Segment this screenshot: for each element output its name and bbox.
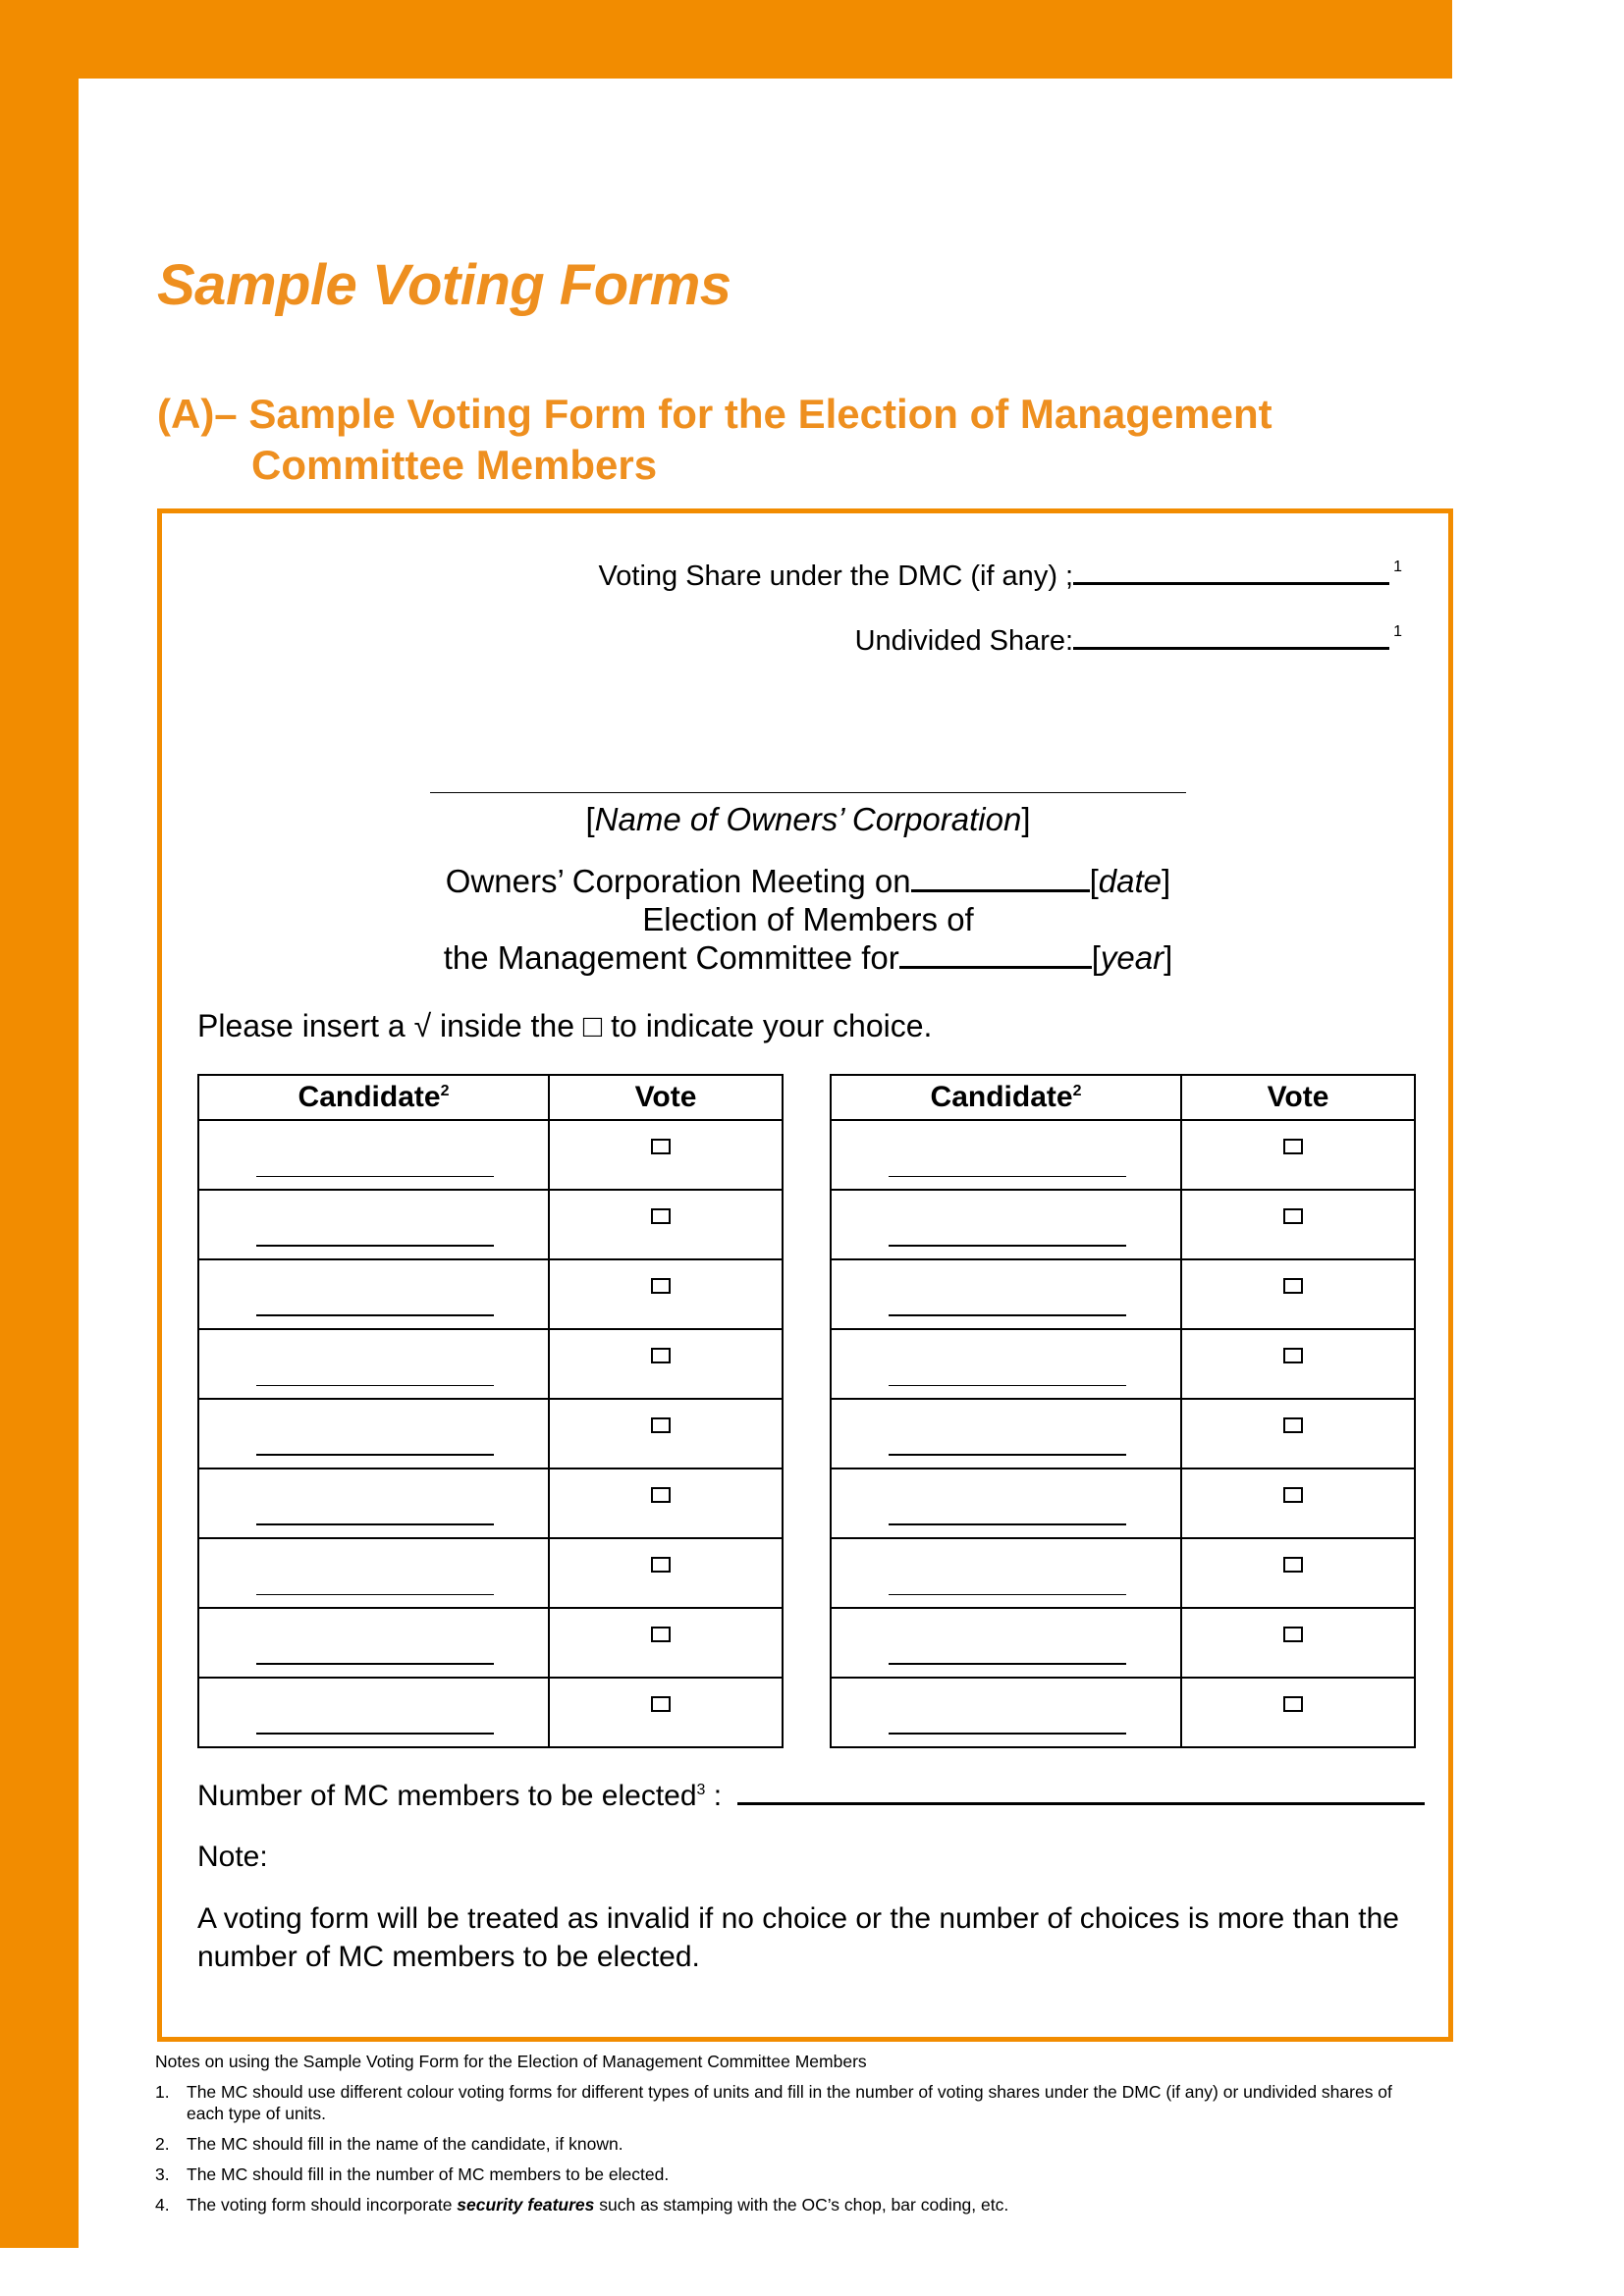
candidate-name-field[interactable]: [889, 1663, 1126, 1665]
vote-cell: [549, 1678, 783, 1747]
candidate-name-field[interactable]: [256, 1454, 494, 1456]
candidate-row: [831, 1538, 1415, 1608]
candidate-name-field[interactable]: [889, 1454, 1126, 1456]
candidate-name-field[interactable]: [889, 1176, 1126, 1177]
candidate-row: [831, 1608, 1415, 1678]
vote-cell: [1181, 1259, 1415, 1329]
note-label: Note:: [197, 1841, 268, 1873]
section-title-line-2: Committee Members: [251, 442, 658, 488]
vote-cell: [1181, 1399, 1415, 1468]
candidate-table-left: [197, 1074, 784, 1748]
candidate-cell: [198, 1329, 549, 1399]
candidate-name-field[interactable]: [256, 1594, 494, 1595]
candidate-cell: [831, 1399, 1181, 1468]
vote-checkbox[interactable]: [1283, 1278, 1303, 1294]
undivided-share-line: [855, 623, 1402, 658]
vote-checkbox[interactable]: [1283, 1348, 1303, 1363]
vote-checkbox[interactable]: [1283, 1487, 1303, 1503]
section-title-line-1: (A)– Sample Voting Form for the Election of Management: [157, 391, 1272, 437]
candidate-row: [198, 1399, 783, 1468]
candidate-name-field[interactable]: [889, 1594, 1126, 1595]
note-text: A voting form will be treated as invalid if no choice or the number of choices is more than the number of MC members to be elected.: [197, 1902, 1399, 1973]
candidate-cell: [198, 1538, 549, 1608]
candidate-name-field[interactable]: [889, 1314, 1126, 1316]
committee-line: the Management Committee for [year]: [443, 939, 1173, 976]
candidate-row: [831, 1259, 1415, 1329]
candidate-row: [198, 1120, 783, 1190]
candidate-row: [831, 1678, 1415, 1747]
candidate-row: [198, 1678, 783, 1747]
footnote-item: 2. The MC should fill in the name of the candidate, if known.: [155, 2134, 623, 2154]
vote-checkbox[interactable]: [651, 1417, 671, 1433]
footnotes: [155, 2051, 1432, 2224]
vote-cell: [549, 1608, 783, 1678]
candidate-cell: [831, 1538, 1181, 1608]
candidate-row: [198, 1190, 783, 1259]
page-title: Sample Voting Forms: [157, 253, 731, 317]
candidate-cell: [198, 1259, 549, 1329]
vote-checkbox[interactable]: [1283, 1627, 1303, 1642]
instruction-part-2: to indicate your choice.: [611, 1008, 933, 1043]
mc-members-label: Number of MC members to be elected: [197, 1780, 697, 1812]
vote-cell: [549, 1538, 783, 1608]
voting-share-note: 1: [1393, 559, 1402, 575]
candidate-name-field[interactable]: [889, 1385, 1126, 1386]
candidate-row: [831, 1399, 1415, 1468]
candidate-name-field[interactable]: [256, 1314, 494, 1316]
candidate-cell: [831, 1120, 1181, 1190]
voting-share-field[interactable]: [1073, 559, 1389, 585]
undivided-share-field[interactable]: [1073, 623, 1389, 650]
vote-header: Vote: [1181, 1075, 1415, 1120]
candidate-name-field[interactable]: [256, 1176, 494, 1177]
vote-cell: [549, 1259, 783, 1329]
candidate-row: [831, 1329, 1415, 1399]
vote-checkbox[interactable]: [1283, 1557, 1303, 1573]
footnote-item: 1. The MC should use different colour voting forms for different types of units and fill in the number of voting shares under the DMC (if any) or undivided shares of each type of units.: [155, 2082, 1392, 2123]
candidate-cell: [831, 1190, 1181, 1259]
security-features-emphasis: security features: [457, 2195, 595, 2215]
candidate-row: [198, 1468, 783, 1538]
candidate-cell: [831, 1329, 1181, 1399]
vote-checkbox[interactable]: [651, 1557, 671, 1573]
footnotes-heading: Notes on using the Sample Voting Form for the Election of Management Committee Members: [155, 2052, 867, 2071]
meeting-date-field[interactable]: [911, 866, 1090, 892]
candidate-name-field[interactable]: [889, 1523, 1126, 1525]
candidate-row: [198, 1608, 783, 1678]
candidate-cell: [831, 1468, 1181, 1538]
vote-cell: [1181, 1190, 1415, 1259]
vote-cell: [1181, 1329, 1415, 1399]
vote-checkbox[interactable]: [1283, 1208, 1303, 1224]
oc-name-field[interactable]: [430, 792, 1186, 793]
vote-cell: [1181, 1120, 1415, 1190]
mc-members-line: [197, 1780, 1425, 1813]
section-title: [157, 389, 1272, 491]
vote-cell: [549, 1329, 783, 1399]
date-placeholder: date: [1098, 863, 1163, 899]
vote-cell: [549, 1190, 783, 1259]
vote-checkbox[interactable]: [651, 1627, 671, 1642]
candidate-name-field[interactable]: [256, 1245, 494, 1247]
committee-label: the Management Committee for: [443, 939, 899, 976]
checkbox-glyph-icon: □: [582, 1008, 603, 1043]
vote-cell: [549, 1120, 783, 1190]
meeting-label: Owners’ Corporation Meeting on: [445, 863, 911, 899]
footnotes-list: [155, 2081, 1432, 2216]
candidate-name-field[interactable]: [256, 1385, 494, 1386]
vote-checkbox[interactable]: [1283, 1417, 1303, 1433]
vote-cell: [1181, 1538, 1415, 1608]
candidate-name-field[interactable]: [889, 1733, 1126, 1735]
vote-checkbox[interactable]: [651, 1278, 671, 1294]
candidate-cell: [831, 1608, 1181, 1678]
candidate-cell: [198, 1468, 549, 1538]
undivided-share-note: 1: [1393, 623, 1402, 640]
candidate-cell: [198, 1608, 549, 1678]
oc-name-line: [Name of Owners’ Corporation]: [585, 801, 1031, 837]
mc-members-colon: :: [713, 1780, 723, 1812]
candidate-name-field[interactable]: [256, 1663, 494, 1665]
top-accent-bar: [0, 0, 1452, 79]
committee-year-field[interactable]: [899, 942, 1092, 969]
candidate-name-field[interactable]: [889, 1245, 1126, 1247]
candidate-row: [198, 1259, 783, 1329]
candidate-cell: [831, 1259, 1181, 1329]
candidate-header: Candidate$^2$: [831, 1075, 1181, 1120]
candidate-row: [198, 1538, 783, 1608]
year-placeholder: year: [1100, 939, 1164, 976]
vote-checkbox[interactable]: [651, 1487, 671, 1503]
candidate-table-right: [830, 1074, 1416, 1748]
vote-checkbox[interactable]: [651, 1696, 671, 1712]
candidate-cell: [198, 1190, 549, 1259]
meeting-line: Owners’ Corporation Meeting on [date]: [445, 863, 1171, 899]
instruction-part-1: Please insert a √ inside the: [197, 1008, 574, 1043]
candidate-cell: [831, 1678, 1181, 1747]
mc-members-field[interactable]: [737, 1802, 1425, 1805]
footnote-item: 4. The voting form should incorporate security features such as stamping with the OC’s chop, bar coding, etc.: [155, 2195, 1009, 2215]
candidate-name-field[interactable]: [256, 1733, 494, 1735]
left-accent-bar: [0, 0, 79, 2248]
undivided-share-label: Undivided Share:: [854, 625, 1074, 657]
instruction-text: [197, 1008, 932, 1044]
vote-checkbox[interactable]: [651, 1208, 671, 1224]
voting-form: [157, 508, 1453, 2042]
candidate-header: Candidate$^2$: [198, 1075, 549, 1120]
candidate-row: [831, 1468, 1415, 1538]
candidate-name-field[interactable]: [256, 1523, 494, 1525]
vote-header: Vote: [549, 1075, 783, 1120]
voting-share-label: Voting Share under the DMC (if any) ;: [598, 561, 1074, 592]
candidate-cell: [198, 1678, 549, 1747]
vote-cell: [1181, 1468, 1415, 1538]
vote-checkbox[interactable]: [651, 1348, 671, 1363]
vote-cell: [1181, 1678, 1415, 1747]
vote-checkbox[interactable]: [1283, 1696, 1303, 1712]
vote-checkbox[interactable]: [1283, 1139, 1303, 1154]
mc-members-note: 3: [696, 1782, 706, 1798]
candidate-row: [831, 1120, 1415, 1190]
candidate-row: [198, 1329, 783, 1399]
voting-share-line: [599, 559, 1402, 593]
election-line: Election of Members of: [642, 901, 974, 937]
vote-checkbox[interactable]: [651, 1139, 671, 1154]
oc-name-placeholder: Name of Owners’ Corporation: [594, 801, 1022, 837]
candidate-cell: [198, 1120, 549, 1190]
vote-cell: [549, 1468, 783, 1538]
vote-cell: [549, 1399, 783, 1468]
vote-cell: [1181, 1608, 1415, 1678]
footnote-item: 3. The MC should fill in the number of MC members to be elected.: [155, 2164, 670, 2184]
candidate-row: [831, 1190, 1415, 1259]
candidate-cell: [198, 1399, 549, 1468]
